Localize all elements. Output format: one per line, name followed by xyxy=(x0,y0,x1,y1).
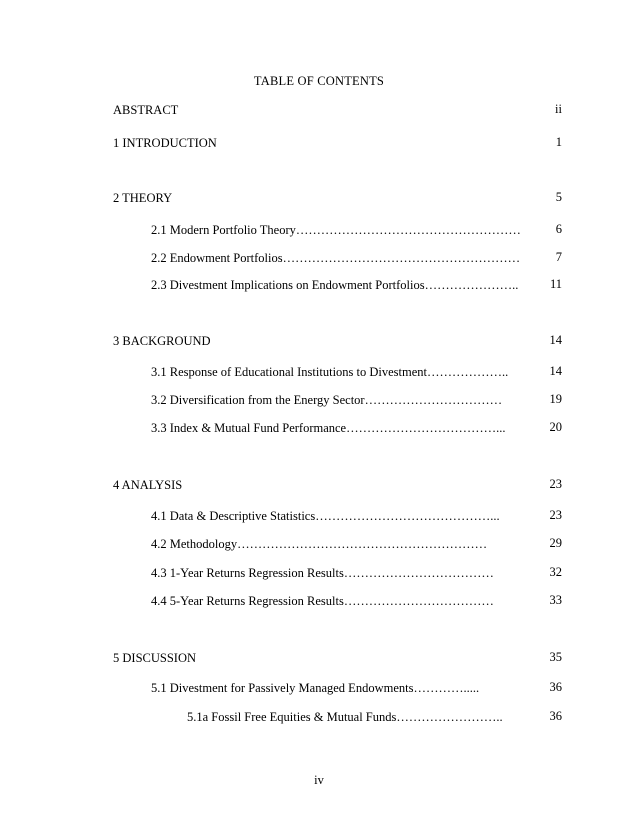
toc-entry-theory xyxy=(113,190,172,206)
toc-page-5-1: 36 xyxy=(549,680,562,694)
toc-page-4-3: 32 xyxy=(549,565,562,579)
toc-page-theory: 5 xyxy=(555,190,562,204)
toc-entry-text: 4.2 Methodology…………………………………………………… xyxy=(151,537,488,551)
toc-entry-text: 3.3 Index & Mutual Fund Performance………………………………... xyxy=(151,421,506,435)
toc-entry-2-3 xyxy=(151,277,518,293)
page-number-footer: iv xyxy=(314,773,324,787)
toc-page-3-2: 19 xyxy=(549,392,562,406)
toc-page-introduction: 1 xyxy=(555,135,562,149)
toc-entry-text: 2.3 Divestment Implications on Endowment Portfolios………………….. xyxy=(151,278,519,292)
toc-page-discussion: 35 xyxy=(549,650,562,664)
toc-entry-background xyxy=(113,333,211,349)
toc-entry-text: 2.2 Endowment Portfolios………………………………………………… xyxy=(151,251,521,265)
toc-page-background: 14 xyxy=(549,333,562,347)
toc-entry-text: 1 INTRODUCTION xyxy=(113,136,217,150)
toc-entry-text: 3 BACKGROUND xyxy=(113,334,211,348)
toc-page-4-1: 23 xyxy=(549,508,562,522)
toc-entry-text: 4.4 5-Year Returns Regression Results……………………………… xyxy=(151,594,494,608)
toc-entry-text: 3.2 Diversification from the Energy Sector…………………………… xyxy=(151,393,503,407)
toc-entry-4-4 xyxy=(151,593,494,609)
toc-entry-text: 3.1 Response of Educational Institutions to Divestment……………….. xyxy=(151,365,509,379)
toc-entry-3-1 xyxy=(151,364,508,380)
toc-page-analysis: 23 xyxy=(549,477,562,491)
toc-page-2-3: 11 xyxy=(549,277,562,291)
toc-entry-4-2 xyxy=(151,536,487,552)
toc-page-4-2: 29 xyxy=(549,536,562,550)
toc-page-4-4: 33 xyxy=(549,593,562,607)
toc-entry-abstract xyxy=(113,102,178,118)
toc-entry-text: 4.1 Data & Descriptive Statistics……………………………………... xyxy=(151,509,500,523)
toc-title: TABLE OF CONTENTS xyxy=(253,74,385,88)
toc-entry-4-3 xyxy=(151,565,494,581)
toc-entry-analysis xyxy=(113,477,182,493)
toc-entry-3-3 xyxy=(151,420,505,436)
toc-entry-2-1 xyxy=(151,222,521,238)
toc-entry-discussion xyxy=(113,650,196,666)
toc-entry-text: ABSTRACT xyxy=(113,103,179,117)
toc-entry-4-1 xyxy=(151,508,500,524)
toc-entry-5-1a xyxy=(187,709,503,725)
toc-page-abstract: ii xyxy=(555,102,562,116)
toc-page-5-1a: 36 xyxy=(549,709,562,723)
toc-entry-2-2 xyxy=(151,250,520,266)
toc-entry-text: 5.1 Divestment for Passively Managed Endowments…………..... xyxy=(151,681,480,695)
toc-entry-3-2 xyxy=(151,392,502,408)
toc-page-3-3: 20 xyxy=(549,420,562,434)
toc-entry-text: 5.1a Fossil Free Equities & Mutual Funds…………………….. xyxy=(187,710,503,724)
toc-entry-text: 4 ANALYSIS xyxy=(113,478,183,492)
toc-entry-introduction xyxy=(113,135,217,151)
toc-entry-text: 2.1 Modern Portfolio Theory……………………………………………… xyxy=(151,223,521,237)
toc-page-2-1: 6 xyxy=(555,222,562,236)
toc-entry-text: 2 THEORY xyxy=(113,191,173,205)
toc-entry-text: 5 DISCUSSION xyxy=(113,651,197,665)
toc-page-2-2: 7 xyxy=(555,250,562,264)
toc-page-3-1: 14 xyxy=(549,364,562,378)
toc-entry-text: 4.3 1-Year Returns Regression Results……………………………… xyxy=(151,566,494,580)
toc-entry-5-1 xyxy=(151,680,479,696)
